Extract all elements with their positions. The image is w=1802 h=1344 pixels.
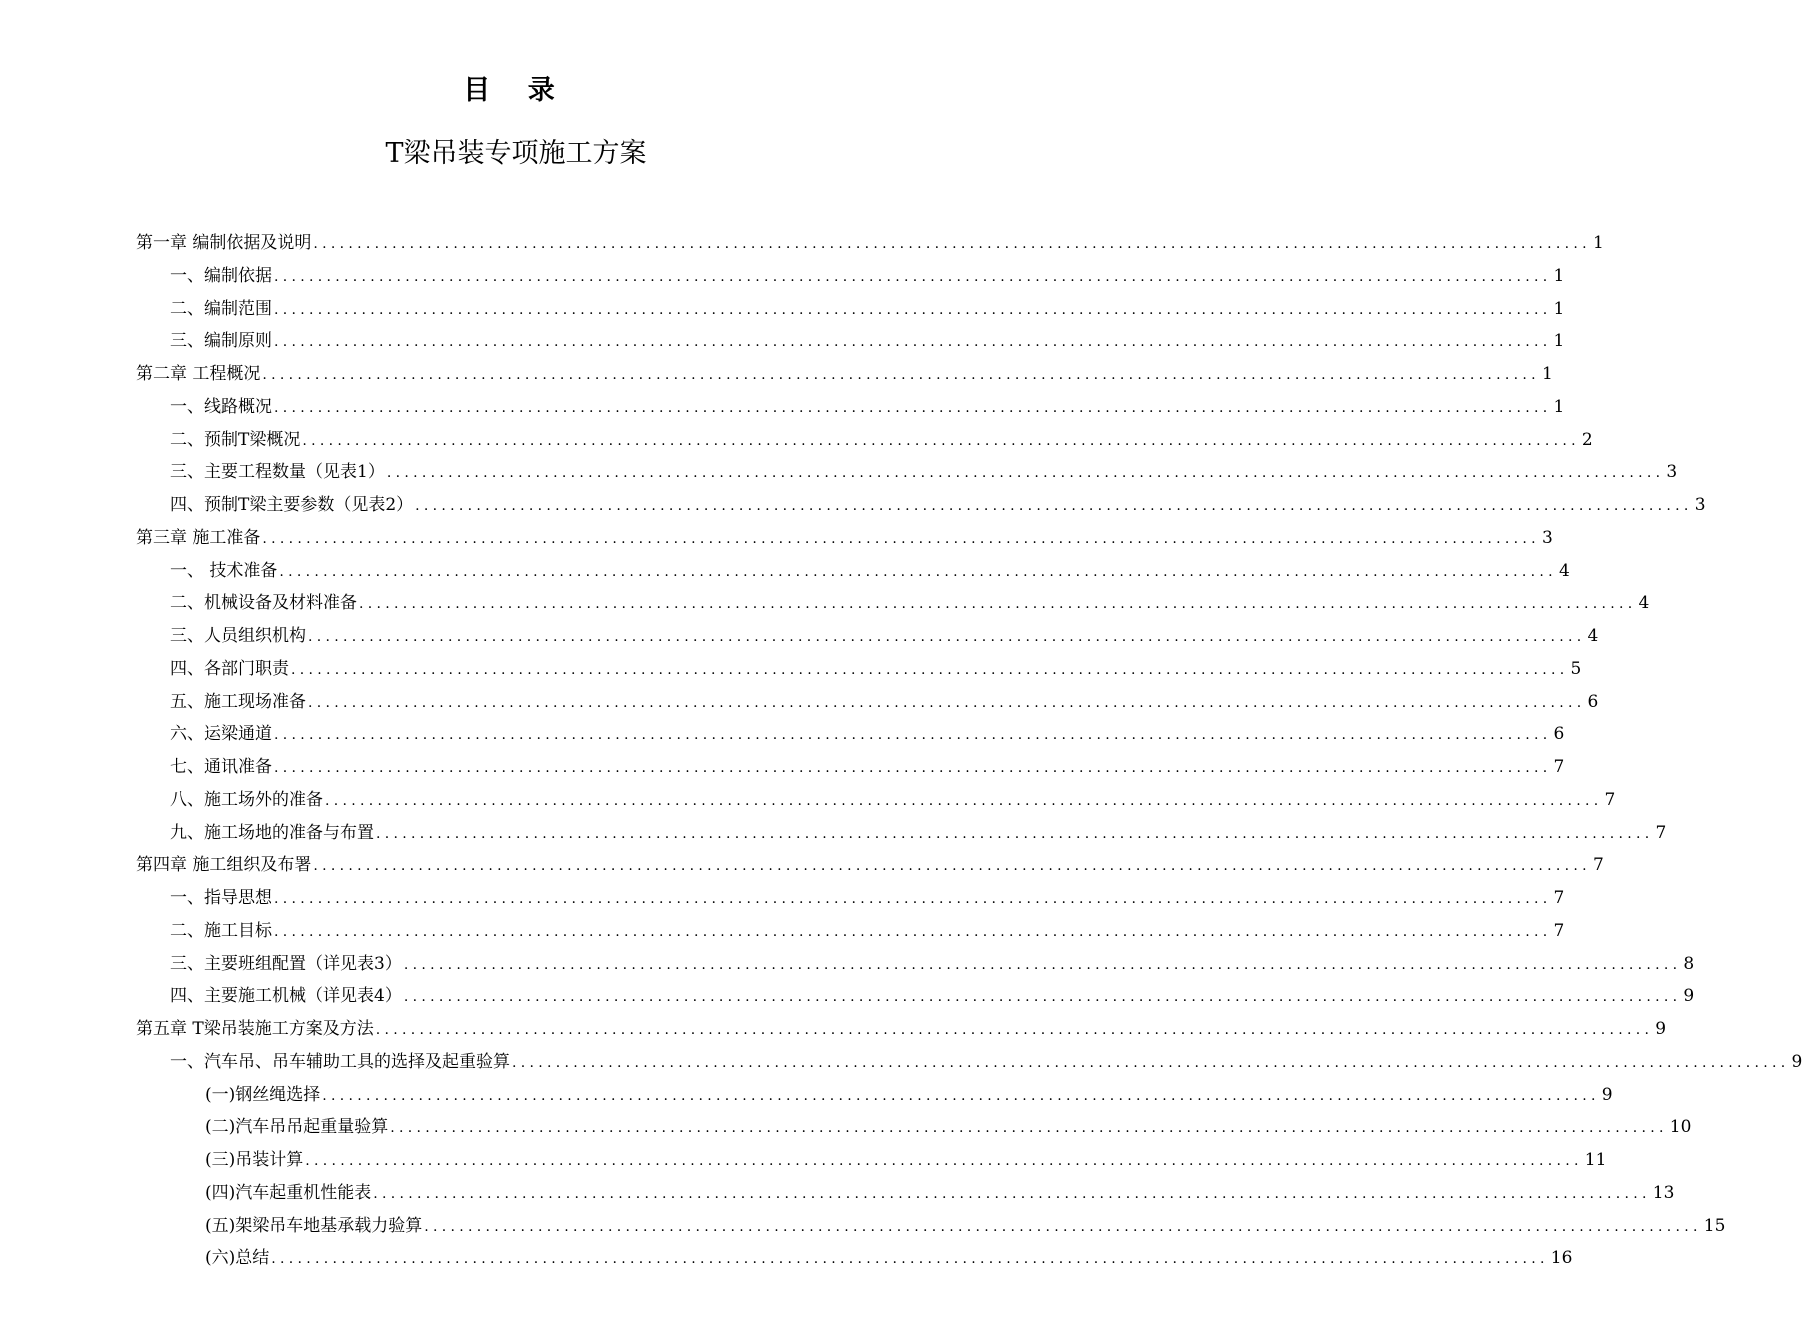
toc-section[interactable] — [170, 943, 1695, 975]
toc-entry-label: 四、各部门职责 — [170, 659, 289, 679]
toc-entry-label: 二、施工目标 — [170, 921, 272, 941]
toc-entry-label: 第四章 施工组织及布署 — [136, 855, 312, 875]
toc-entry-page: 3 — [1541, 528, 1553, 548]
toc-section[interactable] — [170, 615, 1599, 647]
dot-leader: .................................................................................................................................................. — [424, 1219, 1702, 1235]
toc-entry-label: 八、施工场外的准备 — [170, 790, 323, 810]
toc-entry-label: 六、运梁通道 — [170, 724, 272, 744]
dot-leader: .................................................................................................................................................. — [386, 465, 1665, 481]
toc-entry-label: 五、施工现场准备 — [170, 692, 306, 712]
toc-entry-label: 第三章 施工准备 — [136, 528, 261, 548]
toc-entry-page: 16 — [1550, 1248, 1573, 1268]
toc-chapter-4[interactable] — [136, 844, 1604, 876]
toc-chapter-3[interactable] — [136, 517, 1553, 549]
dot-leader: .................................................................................................................................................. — [373, 1186, 1651, 1202]
toc-subsection[interactable] — [205, 1106, 1692, 1138]
dot-leader: .................................................................................................................................................. — [325, 793, 1603, 809]
toc-section[interactable] — [170, 582, 1650, 614]
dot-leader: .................................................................................................................................................. — [375, 1022, 1654, 1038]
toc-entry-page: 7 — [1553, 757, 1565, 777]
toc-section[interactable] — [170, 681, 1599, 713]
toc-entry-page: 6 — [1587, 692, 1599, 712]
toc-entry-label: 二、机械设备及材料准备 — [170, 593, 357, 613]
toc-entry-page: 7 — [1553, 921, 1565, 941]
document-title: T梁吊装专项施工方案 — [385, 138, 647, 169]
toc-entry-label: (六)总结 — [205, 1248, 270, 1268]
dot-leader: .................................................................................................................................................. — [274, 727, 1552, 743]
toc-subsection[interactable] — [205, 1205, 1726, 1237]
dot-leader: .................................................................................................................................................. — [403, 957, 1682, 973]
toc-entry-label: 一、 技术准备 — [170, 561, 278, 581]
toc-entry-page: 1 — [1553, 331, 1565, 351]
toc-entry-label: 二、编制范围 — [170, 299, 272, 319]
dot-leader: .................................................................................................................................................. — [274, 924, 1552, 940]
toc-section[interactable] — [170, 713, 1565, 745]
toc-entry-page: 4 — [1558, 561, 1570, 581]
toc-entry-label: 第一章 编制依据及说明 — [136, 233, 312, 253]
dot-leader: .................................................................................................................................................. — [274, 302, 1552, 318]
toc-entry-label: 一、指导思想 — [170, 888, 272, 908]
toc-section[interactable] — [170, 484, 1706, 516]
toc-entry-page: 7 — [1604, 790, 1616, 810]
dot-leader: .................................................................................................................................................. — [313, 236, 1591, 252]
toc-section[interactable] — [170, 975, 1695, 1007]
toc-entry-label: (四)汽车起重机性能表 — [205, 1183, 372, 1203]
dot-leader: .................................................................................................................................................. — [302, 433, 1580, 449]
toc-entry-page: 9 — [1655, 1019, 1667, 1039]
toc-entry-label: 一、线路概况 — [170, 397, 272, 417]
dot-leader: .................................................................................................................................................. — [359, 596, 1637, 612]
toc-entry-label: 第五章 T梁吊装施工方案及方法 — [136, 1019, 374, 1039]
toc-section[interactable] — [170, 419, 1593, 451]
toc-entry-label: 九、施工场地的准备与布置 — [170, 823, 374, 843]
toc-section[interactable] — [170, 288, 1565, 320]
toc-subsection[interactable] — [205, 1139, 1607, 1171]
toc-entry-label: (一)钢丝绳选择 — [205, 1085, 321, 1105]
toc-entry-page: 5 — [1570, 659, 1582, 679]
dot-leader: .................................................................................................................................................. — [322, 1088, 1600, 1104]
dot-leader: .................................................................................................................................................. — [271, 1251, 1549, 1267]
dot-leader: .................................................................................................................................................. — [274, 891, 1552, 907]
dot-leader: .................................................................................................................................................. — [415, 498, 1693, 514]
toc-entry-label: 一、编制依据 — [170, 266, 272, 286]
toc-entry-page: 3 — [1694, 495, 1706, 515]
toc-entry-page: 9 — [1601, 1085, 1613, 1105]
toc-section[interactable] — [170, 1041, 1802, 1073]
toc-entry-label: 七、通讯准备 — [170, 757, 272, 777]
toc-section[interactable] — [170, 386, 1565, 418]
toc-entry-page: 1 — [1553, 299, 1565, 319]
toc-entry-label: 三、主要班组配置（详见表3） — [170, 954, 402, 974]
toc-entry-label: 二、预制T梁概况 — [170, 430, 301, 450]
toc-section[interactable] — [170, 320, 1565, 352]
toc-entry-page: 2 — [1581, 430, 1593, 450]
toc-entry-page: 7 — [1655, 823, 1667, 843]
toc-section[interactable] — [170, 779, 1616, 811]
toc-entry-page: 6 — [1553, 724, 1565, 744]
toc-entry-label: 第二章 工程概况 — [136, 364, 261, 384]
toc-section[interactable] — [170, 451, 1678, 483]
dot-leader: .................................................................................................................................................. — [262, 367, 1540, 383]
toc-section[interactable] — [170, 910, 1565, 942]
toc-entry-label: (五)架梁吊车地基承载力验算 — [205, 1216, 423, 1236]
dot-leader: .................................................................................................................................................. — [305, 1153, 1583, 1169]
toc-section[interactable] — [170, 812, 1667, 844]
toc-entry-label: (二)汽车吊吊起重量验算 — [205, 1117, 389, 1137]
dot-leader: .................................................................................................................................................. — [390, 1120, 1668, 1136]
toc-chapter-2[interactable] — [136, 353, 1553, 385]
dot-leader: .................................................................................................................................................. — [279, 564, 1557, 580]
dot-leader: .................................................................................................................................................. — [376, 826, 1654, 842]
dot-leader: .................................................................................................................................................. — [274, 269, 1552, 285]
toc-entry-label: (三)吊装计算 — [205, 1150, 304, 1170]
toc-entry-page: 1 — [1541, 364, 1553, 384]
toc-entry-page: 7 — [1592, 855, 1604, 875]
toc-entry-page: 1 — [1553, 266, 1565, 286]
dot-leader: .................................................................................................................................................. — [512, 1055, 1790, 1071]
toc-entry-page: 15 — [1703, 1216, 1726, 1236]
toc-section[interactable] — [170, 648, 1582, 680]
toc-entry-label: 三、编制原则 — [170, 331, 272, 351]
dot-leader: .................................................................................................................................................. — [313, 858, 1591, 874]
toc-entry-page: 13 — [1652, 1183, 1675, 1203]
toc-entry-page: 4 — [1638, 593, 1650, 613]
toc-entry-page: 4 — [1587, 626, 1599, 646]
toc-chapter-1[interactable] — [136, 222, 1604, 254]
toc-section[interactable] — [170, 746, 1565, 778]
toc-entry-label: 四、预制T梁主要参数（见表2） — [170, 495, 414, 515]
dot-leader: .................................................................................................................................................. — [274, 400, 1552, 416]
toc-heading: 目 录 — [463, 75, 569, 106]
toc-entry-page: 1 — [1553, 397, 1565, 417]
toc-entry-label: 一、汽车吊、吊车辅助工具的选择及起重验算 — [170, 1052, 510, 1072]
toc-entry-page: 8 — [1683, 954, 1695, 974]
dot-leader: .................................................................................................................................................. — [262, 531, 1540, 547]
toc-entry-label: 四、主要施工机械（详见表4） — [170, 986, 402, 1006]
toc-entry-page: 9 — [1791, 1052, 1802, 1072]
toc-subsection[interactable] — [205, 1237, 1573, 1269]
dot-leader: .................................................................................................................................................. — [308, 695, 1586, 711]
toc-subsection[interactable] — [205, 1172, 1675, 1204]
toc-entry-label: 三、人员组织机构 — [170, 626, 306, 646]
dot-leader: .................................................................................................................................................. — [291, 662, 1569, 678]
toc-section[interactable] — [170, 550, 1570, 582]
toc-entry-page: 10 — [1669, 1117, 1692, 1137]
toc-section[interactable] — [170, 877, 1565, 909]
dot-leader: .................................................................................................................................................. — [274, 760, 1552, 776]
toc-entry-page: 9 — [1683, 986, 1695, 1006]
dot-leader: .................................................................................................................................................. — [274, 334, 1552, 350]
toc-entry-page: 7 — [1553, 888, 1565, 908]
toc-entry-page: 1 — [1592, 233, 1604, 253]
toc-section[interactable] — [170, 255, 1565, 287]
toc-subsection[interactable] — [205, 1074, 1613, 1106]
dot-leader: .................................................................................................................................................. — [308, 629, 1586, 645]
toc-entry-page: 3 — [1666, 462, 1678, 482]
toc-chapter-5[interactable] — [136, 1008, 1667, 1040]
toc-entry-label: 三、主要工程数量（见表1） — [170, 462, 385, 482]
toc-entry-page: 11 — [1584, 1150, 1607, 1170]
dot-leader: .................................................................................................................................................. — [403, 989, 1682, 1005]
